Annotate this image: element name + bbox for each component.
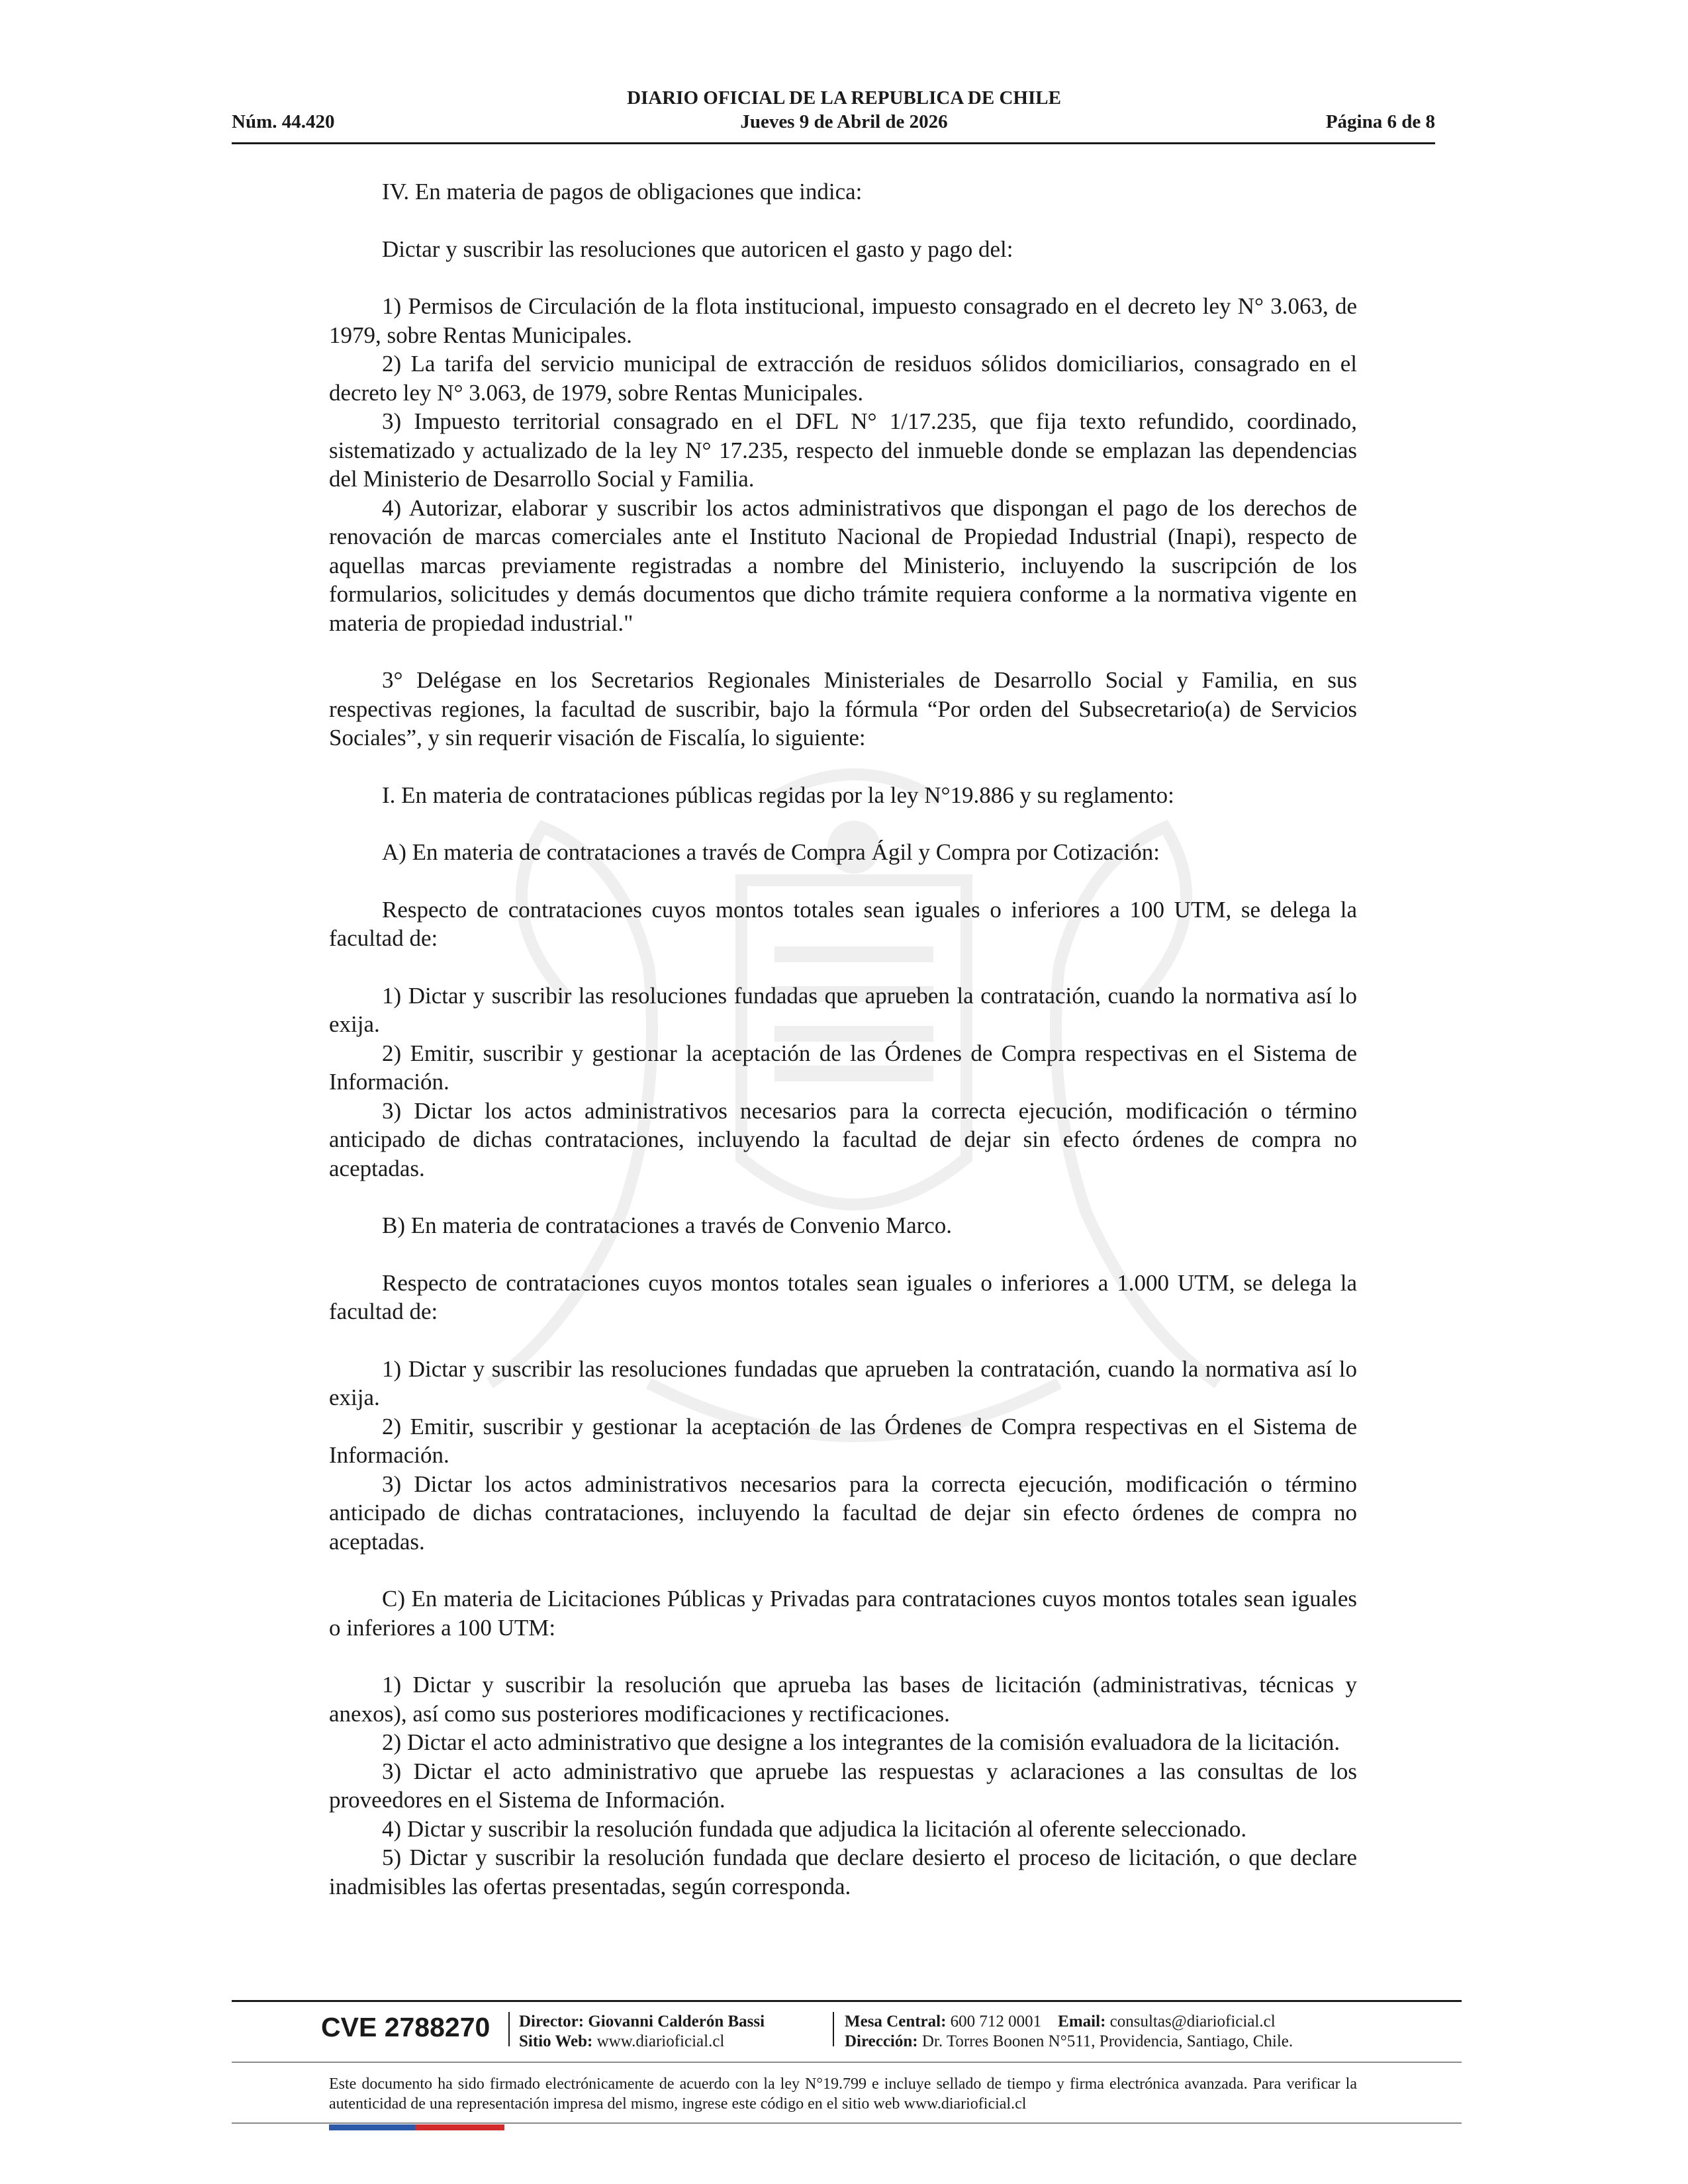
footer-contact-block bbox=[845, 2012, 1293, 2052]
address-value: Dr. Torres Boonen N°511, Providencia, Santiago, Chile. bbox=[921, 2032, 1293, 2050]
list-item: 2) Emitir, suscribir y gestionar la aceptación de las Órdenes de Compra respectivas en el Sistema de Información. bbox=[329, 1413, 1357, 1468]
email-link[interactable]: consultas@diarioficial.cl bbox=[1109, 2013, 1276, 2030]
address-label: Dirección: bbox=[845, 2032, 918, 2050]
footer-divider bbox=[232, 2000, 1462, 2002]
subsection-heading: B) En materia de contrataciones a través de Convenio Marco. bbox=[382, 1212, 953, 1238]
flag-stripe-red bbox=[415, 2124, 504, 2130]
list-item: 2) La tarifa del servicio municipal de extracción de residuos sólidos domiciliarios, consagrado en el decreto ley N° 3.063, de 1979, sobre Rentas Municipales. bbox=[329, 351, 1357, 406]
paragraph: Dictar y suscribir las resoluciones que autoricen el gasto y pago del: bbox=[382, 236, 1013, 262]
list-item: 2) Emitir, suscribir y gestionar la aceptación de las Órdenes de Compra respectivas en el Sistema de Información. bbox=[329, 1040, 1357, 1095]
cve-code: CVE 2788270 bbox=[321, 2012, 491, 2042]
footer-separator bbox=[508, 2012, 510, 2046]
list-item: 1) Dictar y suscribir la resolución que aprueba las bases de licitación (administrativas, técnicas y anexos), así como sus posteriores modificaciones y rectificaciones. bbox=[329, 1672, 1357, 1727]
subsection-heading: C) En materia de Licitaciones Públicas y Privadas para contrataciones cuyos montos totales sean iguales o inferiores a 100 UTM: bbox=[329, 1586, 1357, 1641]
section-heading: I. En materia de contrataciones públicas regidas por la ley N°19.886 y su reglamento: bbox=[382, 782, 1174, 808]
list-item: 1) Permisos de Circulación de la flota institucional, impuesto consagrado en el decreto ley N° 3.063, de 1979, sobre Rentas Municipales. bbox=[329, 293, 1357, 348]
paragraph: Respecto de contrataciones cuyos montos totales sean iguales o inferiores a 1.000 UTM, se delega la facultad de: bbox=[329, 1269, 1357, 1324]
list-item: 1) Dictar y suscribir las resoluciones fundadas que aprueben la contratación, cuando la normativa así lo exija. bbox=[329, 1355, 1357, 1410]
newspaper-title: DIARIO OFICIAL DE LA REPUBLICA DE CHILE bbox=[627, 87, 1061, 109]
list-item: 3) Dictar el acto administrativo que apruebe las respuestas y aclaraciones a las consultas de los proveedores en el Sistema de Información. bbox=[329, 1758, 1357, 1813]
list-item: 3) Impuesto territorial consagrado en el DFL N° 1/17.235, que fija texto refundido, coordinado, sistematizado y actualizado de la ley N° 17.235, respecto del inmueble donde se emplazan las dependencias del Ministerio de Desarrollo Social y Familia. bbox=[329, 408, 1357, 492]
footer-divider bbox=[232, 2122, 1462, 2124]
phone-value: 600 712 0001 bbox=[950, 2013, 1042, 2030]
list-item: 4) Autorizar, elaborar y suscribir los actos administrativos que dispongan el pago de los derechos de renovación de marcas comerciales ante el Instituto Nacional de Propiedad Industrial (Inapi), respecto de aquellas marcas previamente registradas a nombre del Ministerio, incluyendo la suscripción de los formularios, solicitudes y demás documentos que dicho trámite requiera conforme a la normativa vigente en materia de propiedad industrial." bbox=[329, 494, 1357, 636]
subsection-heading: A) En materia de contrataciones a través de Compra Ágil y Compra por Cotización: bbox=[382, 839, 1160, 865]
footer-separator bbox=[833, 2012, 834, 2046]
site-label: Sitio Web: bbox=[519, 2032, 593, 2050]
list-item: 2) Dictar el acto administrativo que designe a los integrantes de la comisión evaluadora de la licitación. bbox=[382, 1729, 1340, 1755]
director-name: Giovanni Calderón Bassi bbox=[588, 2013, 765, 2030]
legal-notice: Este documento ha sido firmado electrónicamente de acuerdo con la ley N°19.799 e incluye sellado de tiempo y firma electrónica avanzada. Para verificar la autenticidad de una representación impresa del mismo, ingrese este código en el sitio web www.diarioficial.cl bbox=[329, 2075, 1357, 2113]
phone-label: Mesa Central: bbox=[845, 2013, 947, 2030]
footer-director-block bbox=[519, 2012, 765, 2052]
footer-divider bbox=[232, 2062, 1462, 2063]
flag-stripe-blue bbox=[329, 2124, 415, 2130]
list-item: 3) Dictar los actos administrativos necesarios para la correcta ejecución, modificación o término anticipado de dichas contrataciones, incluyendo la facultad de dejar sin efecto órdenes de compra no aceptadas. bbox=[329, 1471, 1357, 1555]
list-item: 4) Dictar y suscribir la resolución fundada que adjudica la licitación al oferente seleccionado. bbox=[382, 1815, 1247, 1842]
list-item: 5) Dictar y suscribir la resolución fundada que declare desierto el proceso de licitación, o que declare inadmisibles las ofertas presentadas, según corresponda. bbox=[329, 1844, 1357, 1899]
page-indicator: Página 6 de 8 bbox=[1325, 111, 1435, 132]
paragraph: 3° Delégase en los Secretarios Regionales Ministeriales de Desarrollo Social y Familia, en sus respectivas regiones, la facultad de suscribir, bajo la fórmula “Por orden del Subsecretario(a) de Servicios Sociales”, y sin requerir visación de Fiscalía, lo siguiente: bbox=[329, 667, 1357, 751]
section-heading: IV. En materia de pagos de obligaciones que indica: bbox=[382, 179, 863, 205]
issue-date: Jueves 9 de Abril de 2026 bbox=[740, 111, 948, 132]
list-item: 3) Dictar los actos administrativos necesarios para la correcta ejecución, modificación o término anticipado de dichas contrataciones, incluyendo la facultad de dejar sin efecto órdenes de compra no aceptadas. bbox=[329, 1097, 1357, 1181]
director-label: Director: bbox=[519, 2013, 585, 2030]
site-link[interactable]: www.diarioficial.cl bbox=[596, 2032, 725, 2050]
paragraph: Respecto de contrataciones cuyos montos totales sean iguales o inferiores a 100 UTM, se delega la facultad de: bbox=[329, 896, 1357, 951]
email-label: Email: bbox=[1058, 2013, 1106, 2030]
issue-number: Núm. 44.420 bbox=[232, 111, 335, 132]
list-item: 1) Dictar y suscribir las resoluciones fundadas que aprueben la contratación, cuando la normativa así lo exija. bbox=[329, 982, 1357, 1037]
header-divider bbox=[232, 142, 1435, 144]
document-body bbox=[329, 177, 1357, 1901]
